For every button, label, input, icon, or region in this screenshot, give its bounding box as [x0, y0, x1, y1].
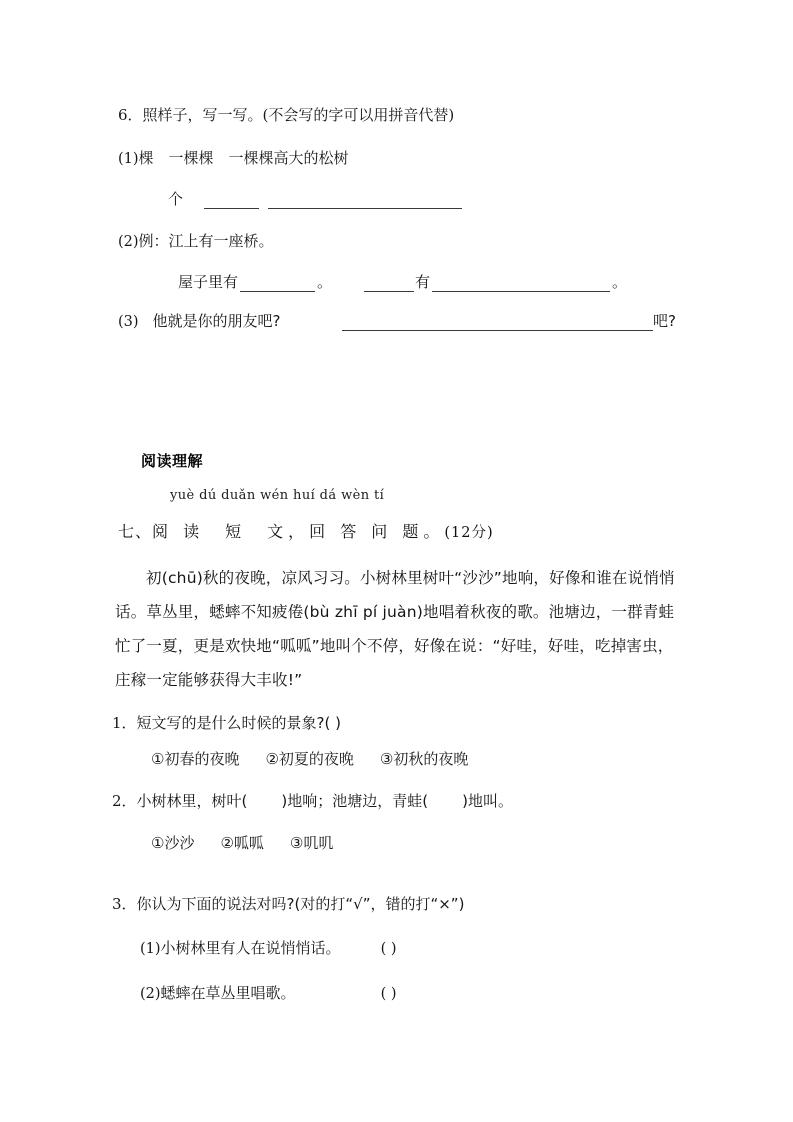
- question-1: [112, 713, 341, 733]
- question-1-option-1[interactable]: ①初春的夜晚: [151, 750, 240, 768]
- item-2-blank-1[interactable]: [240, 291, 315, 292]
- question-3-subitem-2-bracket[interactable]: ( ): [380, 986, 397, 1002]
- item-1-blank-2[interactable]: [268, 208, 462, 209]
- passage-line-2: 话。草丛里，蟋蟀不知疲倦(bù zhī pí juàn)地唱着秋夜的歌。池塘边，一群青蛙: [115, 603, 675, 621]
- passage-line-3: 忙了一夏，更是欢快地“呱呱”地叫个不停，好像在说：“好哇，好哇，吃掉害虫，: [115, 637, 674, 655]
- question-2: [112, 791, 513, 811]
- item-2-period-1: 。: [317, 273, 333, 291]
- question-3-subitem-1-label: (1): [140, 941, 161, 957]
- question-3-subitem-2-text: 蟋蟀在草丛里唱歌。: [160, 984, 296, 1002]
- exercise-6-item-2: [118, 231, 274, 252]
- reading-heading-text: 阅 读 短 文，回 答 问 题。: [152, 522, 445, 541]
- question-2-text-part-2: )地响；池塘边，青蛙(: [281, 792, 429, 810]
- exercise-6-item-3: [118, 311, 281, 332]
- item-1-answer-char: 个: [168, 190, 184, 208]
- question-2-text-part-1: 小树林里，树叶(: [136, 792, 248, 810]
- question-2-text-part-3: )地叫。: [462, 792, 513, 810]
- item-2-answer-mid: 有: [415, 273, 431, 291]
- question-2-option-1[interactable]: ①沙沙: [151, 834, 195, 852]
- item-1-blank-1[interactable]: [204, 208, 259, 209]
- question-3-number: 3．: [112, 895, 137, 913]
- item-2-blank-2[interactable]: [364, 291, 414, 292]
- question-3: [112, 894, 464, 914]
- item-2-period-2: 。: [612, 273, 628, 291]
- question-2-option-2[interactable]: ②呱呱: [220, 834, 264, 852]
- question-1-options: [151, 748, 494, 769]
- exercise-6-heading-text: 6．照样子，写一写。(不会写的字可以用拼音代替): [118, 106, 455, 124]
- question-2-options: [151, 832, 359, 853]
- question-2-option-3[interactable]: ③叽叽: [289, 834, 334, 852]
- question-3-subitem-1-text: 小树林里有人在说悄悄话。: [160, 939, 341, 957]
- question-3-subitem-2: [140, 983, 397, 1004]
- question-1-option-3[interactable]: ③初秋的夜晚: [379, 750, 469, 768]
- reading-heading-score: (12分): [444, 525, 494, 541]
- question-3-subitem-2-label: (2): [140, 986, 161, 1002]
- question-2-number: 2．: [112, 792, 137, 810]
- question-3-text: 你认为下面的说法对吗?(对的打“√”，错的打“×”): [136, 895, 465, 913]
- question-3-subitem-1-bracket[interactable]: ( ): [380, 941, 397, 957]
- question-1-text: 短文写的是什么时候的景象?( ): [136, 714, 341, 732]
- passage-line-1: 初(chū)秋的夜晚，凉风习习。小树林里树叶“沙沙”地响，好像和谁在说悄悄: [146, 569, 675, 587]
- question-1-number: 1．: [112, 714, 137, 732]
- passage-line-4: 庄稼一定能够获得大丰收!”: [115, 671, 303, 689]
- reading-section-heading: [118, 519, 494, 542]
- item-1-label: (1): [118, 151, 139, 167]
- item-3-prompt: 他就是你的朋友吧?: [152, 312, 281, 330]
- item-3-suffix: 吧?: [653, 312, 676, 330]
- item-2-answer-prefix: 屋子里有: [178, 273, 239, 291]
- item-2-blank-3[interactable]: [432, 291, 610, 292]
- reading-heading-number: 七、: [118, 522, 153, 541]
- question-1-option-2[interactable]: ②初夏的夜晚: [265, 750, 354, 768]
- item-3-blank[interactable]: [342, 330, 653, 331]
- item-2-example: 例：江上有一座桥。: [138, 232, 274, 250]
- item-3-label: (3): [118, 314, 139, 330]
- item-1-sample: 棵 一棵棵 一棵棵高大的松树: [138, 149, 349, 167]
- question-3-subitem-1: [140, 938, 397, 959]
- exercise-6-heading: [118, 105, 454, 125]
- item-2-label: (2): [118, 234, 139, 250]
- exercise-6-item-1: [118, 148, 349, 169]
- reading-section-header: 阅读理解: [141, 452, 204, 470]
- reading-section-pinyin: yuè dú duǎn wén huí dá wèn tí: [170, 488, 385, 503]
